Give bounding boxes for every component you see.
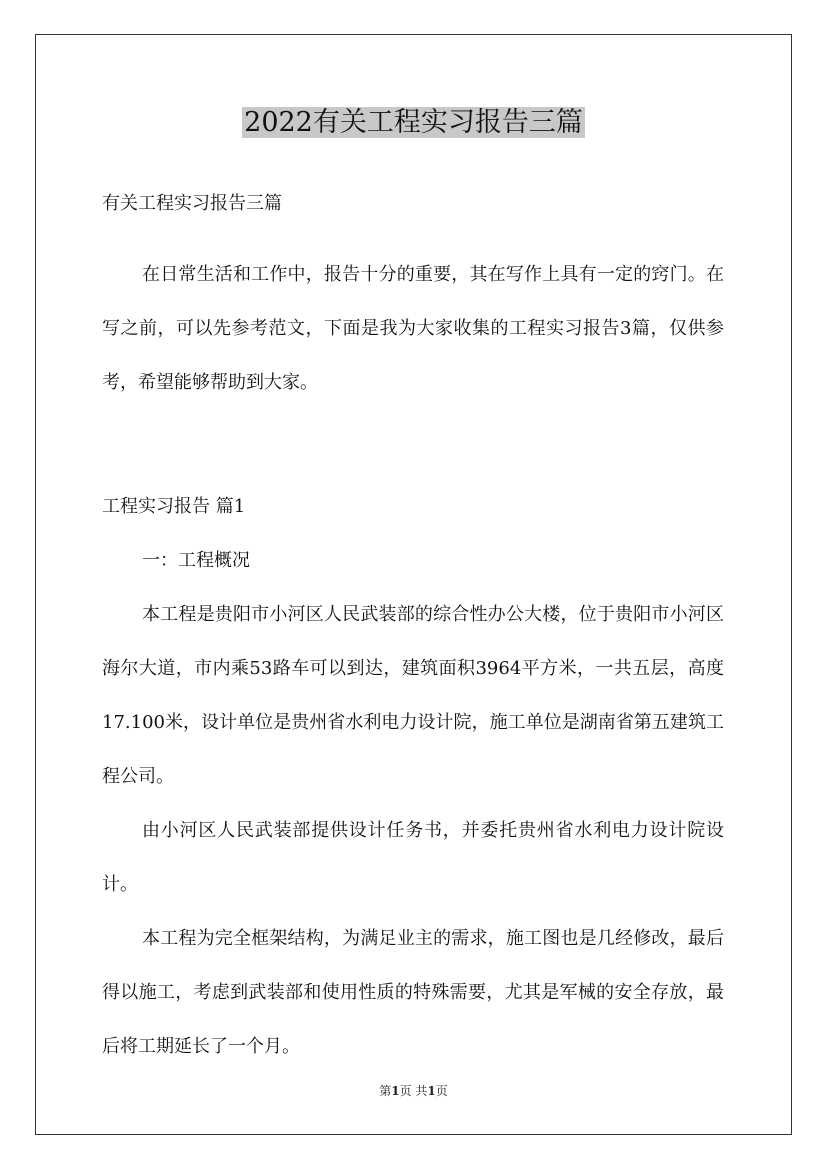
footer-page-current: 1	[391, 1084, 400, 1098]
section-heading: 工程实习报告 篇1	[102, 496, 246, 517]
document-subtitle: 有关工程实习报告三篇	[102, 193, 282, 214]
body-paragraph-2: 由小河区人民武装部提供设计任务书，并委托贵州省水利电力设计院设计。	[102, 820, 724, 895]
body-paragraph-3: 本工程为完全框架结构，为满足业主的需求，施工图也是几经修改，最后得以施工，考虑到武装部和使用性质的特殊需要，尤其是军械的安全存放，最后将工期延长了一个月。	[102, 928, 724, 1057]
page-footer	[0, 1083, 827, 1099]
body-paragraph-1: 本工程是贵阳市小河区人民武装部的综合性办公大楼，位于贵阳市小河区海尔大道，市内乘53路车可以到达，建筑面积3964平方米，一共五层，高度17.100米，设计单位是贵州省水利电力设计院，施工单位是湖南省第五建筑工程公司。	[102, 604, 724, 787]
footer-page-mid: 页 共	[399, 1084, 428, 1098]
footer-page-total: 1	[427, 1084, 436, 1098]
intro-paragraph: 在日常生活和工作中，报告十分的重要，其在写作上具有一定的窍门。在写之前，可以先参考范文，下面是我为大家收集的工程实习报告3篇，仅供参考，希望能够帮助到大家。	[102, 264, 724, 393]
document-title-text: 2022有关工程实习报告三篇	[244, 107, 583, 138]
footer-page-suffix: 页	[435, 1084, 448, 1098]
item-heading: 一：工程概况	[142, 550, 250, 571]
document-body	[102, 177, 724, 1074]
footer-page-prefix: 第	[379, 1084, 392, 1098]
document-title	[0, 103, 827, 143]
